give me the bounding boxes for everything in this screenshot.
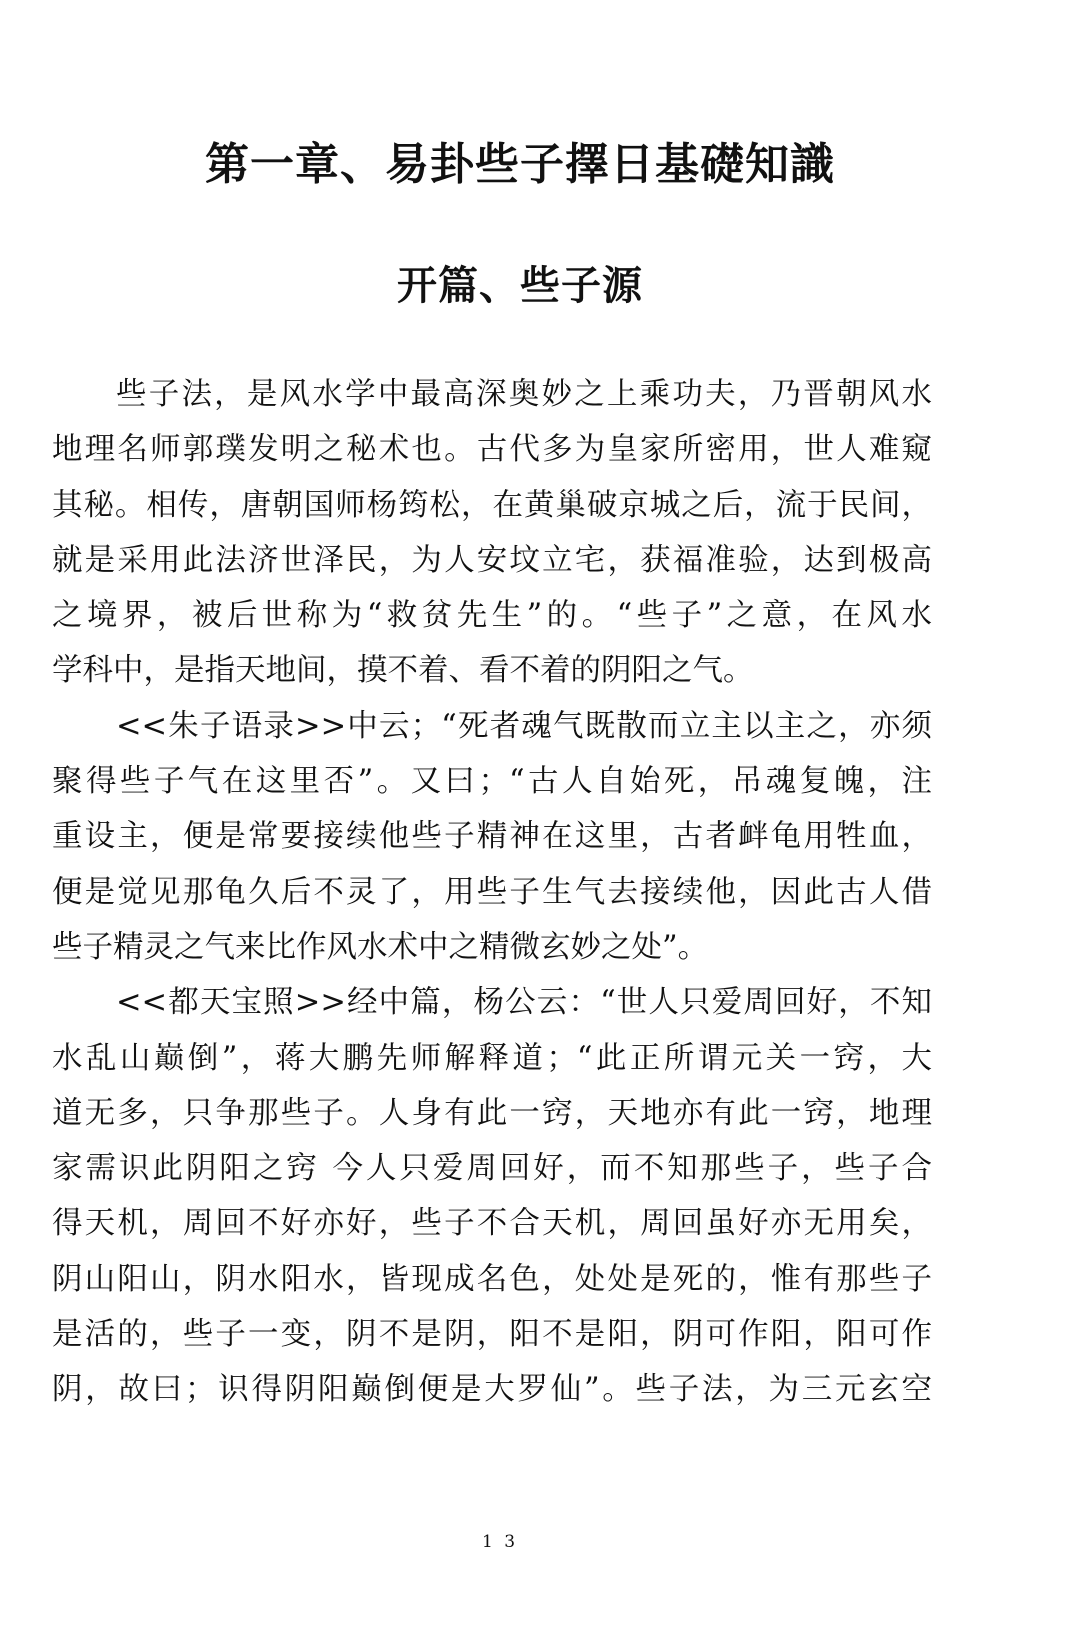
paragraph-3-line-2: 水乱山巅倒”，蒋大鹏先师解释道；“此正所谓元关一窍，大 [52,1040,932,1076]
body-text [52,367,932,1418]
paragraph-3-line-7: 是活的，些子一变，阴不是阴，阳不是阳，阴可作阳，阳可作 [52,1317,932,1353]
paragraph-1-line-4: 就是采用此法济世泽民，为人安坟立宅，获福准验，达到极高 [52,542,932,578]
paragraph-1-line-6: 学科中，是指天地间，摸不着、看不着的阴阳之气。 [52,653,754,689]
chapter-title: 第一章、易卦些子擇日基礎知識 [205,139,835,190]
paragraph-3-line-3: 道无多，只争那些子。人身有此一窍，天地亦有此一窍，地理 [52,1095,932,1131]
section-title: 开篇、些子源 [397,263,643,309]
paragraph-3-line-1: <<都天宝照>>经中篇，杨公云：“世人只爱周回好，不知 [116,985,932,1021]
page-number: 1 3 [481,1532,519,1552]
paragraph-1-line-3: 其秘。相传，唐朝国师杨筠松，在黄巢破京城之后，流于民间， [52,487,932,523]
paragraph-1-line-5: 之境界，被后世称为“救贫先生”的。“些子”之意，在风水 [52,598,932,634]
paragraph-1-line-2: 地理名师郭璞发明之秘术也。古代多为皇家所密用，世人难窥 [52,432,932,468]
paragraph-2-line-2: 聚得些子气在这里否”。又曰；“古人自始死，吊魂复魄，注 [52,764,932,800]
paragraph-2-line-5: 些子精灵之气来比作风水术中之精微玄妙之处”。 [52,929,709,965]
paragraph-2-line-3: 重设主，便是常要接续他些子精神在这里，古者衅龟用牲血， [52,819,932,855]
paragraph-3-line-5: 得天机，周回不好亦好，些子不合天机，周回虽好亦无用矣， [52,1206,932,1242]
paragraph-2-line-1: <<朱子语录>>中云；“死者魂气既散而立主以主之，亦须 [116,708,932,744]
paragraph-2-line-4: 便是觉见那龟久后不灵了，用些子生气去接续他，因此古人借 [52,874,932,910]
paragraph-3-line-8: 阴，故曰；识得阴阳巅倒便是大罗仙”。些子法，为三元玄空 [52,1372,932,1408]
paragraph-1-line-1: 些子法，是风水学中最高深奥妙之上乘功夫，乃晋朝风水 [116,377,932,412]
paragraph-3-line-6: 阴山阳山，阴水阳水，皆现成名色，处处是死的，惟有那些子 [52,1261,932,1297]
paragraph-3-line-4: 家需识此阴阳之窍 今人只爱周回好，而不知那些子，些子合 [52,1151,932,1187]
